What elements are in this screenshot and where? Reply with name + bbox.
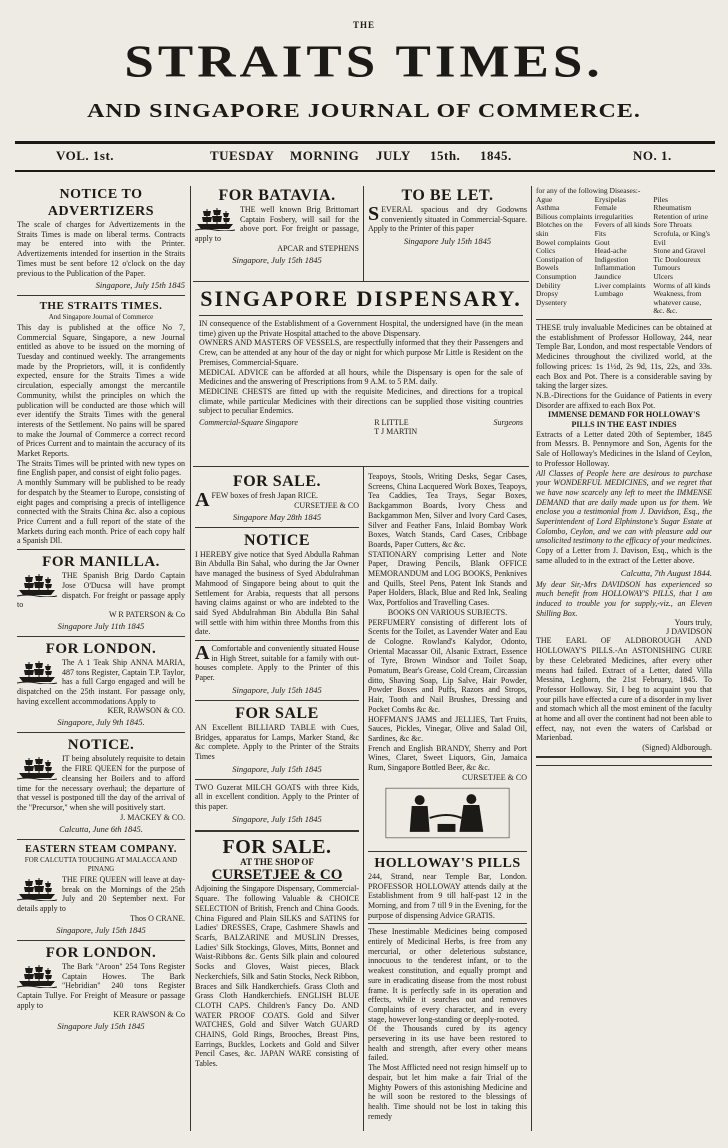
disease-item: Fevers of all kinds [594,220,651,230]
copy-letter: Copy of a Letter from J. Davison, Esq., which is the same alluded to in the extract of the Letter above. [536,546,712,565]
disease-item: Asthma [536,203,560,213]
manilla-notice [17,553,185,633]
to-let-initial: S [368,203,380,225]
disease-item: Bilious complaints [536,211,593,221]
shop-sub: AT THE SHOP OF [240,856,314,867]
london-date-1: Singapore, July 9th 1845. [57,717,145,728]
disease-item: Fits [594,229,606,239]
fire-queen-title: NOTICE. [67,737,135,754]
disease-item: Tumours [653,263,681,273]
rice-sale [195,472,359,524]
advertizers-notice [17,186,185,292]
pills-p2: Of the Thousands cured by its agency persevering in its use have been restored to health and strength, after every other means failed. [368,1024,527,1063]
disease-item: Female irregularities [594,203,633,221]
london-body-2: The Bark "Aroon" 254 Tons Register Captain Howes. The Bark "Hebridian" 240 tons Register Captain Tullye. For Freight of Measure or passage apply to [17,961,185,1010]
disease-item: Stone and Gravel [653,246,706,256]
syed-notice-body: I HEREBY give notice that Syed Abdulla Rahman Bin Abdulla Bin Sahal, who during the Jar Owner have managed the business of Syed Abdulrahman Mahmood of Singapore being about to quit the Settlement for Arabia, requests that all persons having claims against or who are indebted to the said Syed Abdulrahman Bin Abdulla Bin Sahal will settle with him within three Months from this date. [195,549,359,637]
disease-item: Weakness, from whatever cause, &c. &c. [653,289,702,316]
advertizers-title: NOTICE TO ADVERTIZERS [47,187,155,219]
london-notice-2 [17,944,185,1034]
perfumery: PERFUMERY consisting of different lots of Scents for the Toilet, as Lavender Water and Eau de Cologne. Rowland's Kalydor, Odonto, Oriental Macassar Oil, Alsanic Extract, Essence of Tyre, Brown Windsor and Toilet Soap, Pomatum, Bear's Grease, Cold Cream, Circassian ditto, Shaving Soap, Lip Salve, Hair Powder, Powder Boxes and Puffs, Razors and Strops, Hair, Tooth and Nail Brushes, Dressing and Pocket Combs &c &c. [368,617,527,714]
column-rule [190,186,191,1131]
dispensary-place: Commercial-Square Singapore [199,418,298,428]
disease-item: Dysentery [536,297,567,307]
holloway-ointment [536,762,712,769]
stationary: STATIONARY comprising Letter and Note Paper, Drawing Pencils, Blank OFFICE MEMORANDUM and LOG BOOKS, Penknives and Quills, Steel Pens, Patent Ink Stands and Paper Holders, Black, Blue and Red Ink, Sealing Wax, Portfolios and Travelling Cases. [368,549,527,608]
medical-scene-illustration [368,784,527,842]
to-let-notice [368,186,527,276]
eastern-steam-body: THE FIRE QUEEN will leave at day-break on the Mornings of the 25th July and 20 September next. For details apply to [17,875,185,914]
london-sig-2: KER RAWSON & Co [113,1010,185,1020]
time-label: MORNING [290,148,360,163]
batavia-sig: APCAR and STEPHENS [277,243,359,253]
brandy: French and English BRANDY, Sherry and Port Wines, Claret, Sweet Liquors, Gin, Jamaica Rum, Singapore Bottled Beer, &c &c. [368,743,527,773]
pills-p3: The Most Afflicted need not resign himself up to despair, but let him make a fair Trial of the Mighty Powers of this astonishing Medicine and he will soon be restored to the blessings of health. Time should not be lost in taking this remedy [368,1063,527,1121]
earl-letter: THE EARL OF ALDBOROUGH AND HOLLOWAY'S PILLS.-An ASTONISHING CURE by these Celebrated Medicines, after every other means had failed. Extract of a Letter, dated Villa Messina, Leghorn, the 21st February, 1845. To Professor Holloway. Sir, I beg to acquaint you that your pills have effected a cure of a disorder in my liver and stomach which all the most eminent of the faculty at home and all over the continent had not been able to effect, nay, not even the waters of Carlsbad or Marienbad. [536,636,712,743]
disease-item: Retention of urine [653,211,708,221]
masthead-rule-bottom [15,170,715,172]
month-label: JULY [376,148,411,163]
disease-item: Bowel complaints [536,237,591,247]
disease-item: Rheumatism [653,203,692,213]
dispensary-notice [193,281,529,467]
house-body: Comfortable and conveniently situated House in High Street, suitable for a family with out-houses complete. Apply to the Printer of this Paper. [195,644,359,683]
eastern-steam-title: EASTERN STEAM COMPANY. [25,843,177,855]
dispensary-sig-1: R LITTLE [374,418,409,428]
billiard-title: FOR SALE [235,704,319,722]
ship-icon [17,660,57,684]
manilla-sig: W R PATERSON & Co [108,609,185,619]
manilla-body: THE Spanish Brig Dardo Captain Jose O'Ducsa will have prompt dispatch. For freight or passage apply to [17,571,185,610]
yours-truly: Yours truly, [674,618,712,628]
column-3 [368,472,527,1131]
goats-sale [195,783,359,826]
batavia-body: THE well known Brig Brittomart Captain Fosbery, will sail for the above port. For freight or passage, apply to [195,205,359,244]
advertizers-date: Singapore, July 15th 1845 [95,280,185,291]
house-notice [195,644,359,697]
goats-date: Singapore, July 15th 1845 [232,813,322,824]
ship-icon [195,207,235,231]
disease-item: Liver complaints [594,280,646,290]
disease-item: Indigestion [594,254,629,264]
hoffman-jams: HOFFMAN'S JAMS and JELLIES, Tart Fruits, Sauces, Pickles, Vinegar, Olive and Salad Oil, Sardines, &c &c. [368,714,527,743]
disease-item: Scrofula, or King's Evil [653,229,710,247]
disease-item: Blotches on the skin [536,220,583,239]
straits-times-sub: And Singapore Journal of Commerce [48,313,154,322]
earl-sig: (Signed) Aldborough. [642,743,712,753]
ship-icon [17,964,57,988]
disease-item: Inflammation [594,263,636,273]
rice-sale-sig: CURSETJEE & CO [294,500,359,510]
pills-prices: THESE truly invaluable Medicines can be obtained at the establishment of Professor Holloway, 244, near Temple Bar, London, and most respectable Vendors of Medicines throughout the civilized world, at the following prices: 1s 1½d, 2s 9d, 11s, 22s, and 33s. each Box and Pot. There is a considerable saving by taking the larger sizes. [536,323,712,391]
masthead-the: THE [352,20,375,30]
column-2 [195,472,359,1131]
to-let-title: TO BE LET. [401,187,494,204]
shop-name: CURSETJEE & CO [211,867,343,884]
goats-body: TWO Guzerat MILCH GOATS with three Kids, all in excellent condition. Apply to the Printer of this paper. [195,782,359,812]
masthead-rule-top [15,141,715,144]
shop-body: Adjoining the Singapore Dispensary, Commercial-Square. The following Valuable & CHOICE SELECTION of British, French and China Goods. China Figured and Plain SILKS and SATINS for Ladies' DRESSES, Crape, Cashmere Shawls and Scarfs, BALZARINE and MUSLIN Dresses, Ladies' Silk Stockings, Gloves, Mitts, Bonnet and Waist-Ribbons &c. Gents Silk plain and coloured Socks and Gloves, Waist pieces, Black Neckerchiefs, Silk and Satin Stocks, Neck Ribbon, Braces and Silk Handkerchiefs. Grass Cloth and Grass Cloth Handkerchiefs. ENGLISH BLUE CLOTH CAPS. Children's Fancy Do. AND WATER PROOF COATS. Gold and Silver WATCHES, Gold and Silver Watch GUARD CHAINS, Gold Rings, Brooches, Breast Pins, Earrings, Buckles, Lockets and Gold and Silver Pencil Cases, &c. JAPAN WARE consisting of Tables. [195,884,359,1069]
newspaper-subtitle: AND SINGAPORE JOURNAL OF COMMERCE. [87,100,641,123]
dispensary-p4: MEDICINE CHESTS are fitted up with the requisite Medicines, and directions for a tropical climate, while particular Medicines with their directions can be supplied those visiting countries subject to peculiar Endemics. [199,386,523,416]
batavia-title: FOR BATAVIA. [218,187,336,204]
disease-item: Colics [536,246,556,256]
rice-sale-date: Singapore May 28th 1845 [232,511,322,522]
column-rule [531,186,532,1131]
billiard-sale [195,704,359,776]
billiard-date: Singapore, July 15th 1845 [232,763,322,774]
ship-icon [17,573,57,597]
disease-item: Lumbago [594,289,624,299]
eastern-steam-sig: Thos O CRANE. [130,913,185,923]
issue-number: NO. 1. [633,148,672,163]
immense-demand: IMMENSE DEMAND FOR HOLLOWAY'S PILLS IN THE EAST INDIES [548,410,700,430]
disease-item: Debility [536,280,561,290]
disease-item: Sore Throats [653,220,692,230]
billiard-body: AN Excellent BILLIARD TABLE with Cues, Bridges, apparatus for Lamps, Marker Stand, &c &c complete. Apply to the Printer of the Straits Times [195,722,359,761]
batavia-notice [195,186,359,276]
disease-item: Ulcers [653,272,673,282]
goods-sig: CURSETJEE & CO [462,772,527,782]
column-4 [536,186,712,1131]
year-label: 1845. [480,148,512,163]
steamship-icon [17,877,57,901]
goods-list: Teapoys, Stools, Writing Desks, Segar Cases, Screens, China Lacquered Work Boxes, Teapoys, Tea Caddies, Tea Trays, Segar Boxes, Backgammon Boards, Ivory Chess and Backgammon Men, Silver and Ivory Card Cases, Silver and Feather Fans, Inlaid Bombay Work Boxes, Watch Stands, Card Cases, Cribbage Boards, Paper Cutters, &c &c. [368,472,527,549]
pills-title: HOLLOWAY'S PILLS [374,855,521,871]
disease-item: Piles [653,194,668,204]
rice-sale-body: FEW boxes of fresh Japan RICE. [211,491,318,500]
eastern-steam-notice [17,843,185,937]
shop-sale [195,836,359,1069]
london-title-2: FOR LONDON. [45,944,157,961]
shop-title: FOR SALE. [222,835,332,858]
house-date: Singapore, July 15th 1845 [232,684,322,695]
extract-intro: Extracts of a Letter dated 20th of September, 1845 from Messrs. B. Pennymore and Son, Agents for the Sale of Holloway's Medicines in the Island of Ceylon, to Professor Holloway. [536,429,712,468]
rice-sale-initial: A [195,489,210,511]
disease-item: Worms of all kinds [653,280,711,290]
dispensary-role: Surgeons [493,418,523,428]
dateline [18,148,708,166]
disease-item: Dropsy [536,289,559,299]
day-label: TUESDAY [210,148,275,163]
disease-item: Consumption [536,272,577,282]
disease-item: Tic Douloureux [653,254,701,264]
disease-item: Head-ache [594,246,627,256]
rice-sale-title: FOR SALE. [232,473,322,490]
fire-queen-notice [17,736,185,835]
london-sig-1: KER, RAWSON & CO. [107,706,185,716]
holloway-pills [368,855,527,1122]
to-let-body: EVERAL spacious and dry Godowns conveniently situated in Commercial-Square. Apply to the Printer of this paper [368,205,527,234]
pills-intro: 244, Strand, near Temple Bar, London. PROFESSOR HOLLOWAY attends daily at the Establishment from 9 till half-past 12 in the Morning, and from 7 till 9 in the Evening, for the purpose of dispensing Advice GRATIS. [368,871,527,920]
straits-times-title: THE STRAITS TIMES. [39,300,163,313]
volume-label: VOL. 1st. [56,148,115,163]
straits-times-body: This day is published at the office No 7, Commercial Square, Singapore, a new Journal entitled as above to be issued on the morning of Tuesday and continued weekly. The arrangements made by the Proprietors, will, it is confidently expected, ensure for the Straits Times a wide circulation, especially amongst the mercantile Community, whilst the principles on which the publication will be conducted are those which will ever identify the Straits Times with the general interests of the Settlement. No pains will be spared to make the Journal of Commerce a correct record of Prices Current and to maintain the accuracy of its Market Reports. [17,322,185,459]
dispensary-p2: OWNERS AND MASTERS OF VESSELS, are respectfully informed that they their Passengers and Crew, can be attended at any hour of the day or night for which purpose Mr Little is Resident on the Premises, Commercial-Square. [199,338,523,367]
newspaper-title: STRAITS TIMES. [124,37,604,87]
extract-letter: All Classes of People here are desirous to purchase your WONDERFUL MEDICINES, and we regret that we have now scarcely any left to meet the IMMENSE DEMAND that are daily made upon us for them. We enclose you a testimonial from J. Davidson, Esq., the Superintendent of Lord Elphinstone's Sugar Estate at Colombo, Ceylon, and we can with pleasure add our unsolicited testimony to the efficacy of your medicines. [536,468,712,546]
diseases-list [536,196,712,316]
manilla-title: FOR MANILLA. [42,554,160,571]
column-1 [17,186,185,1131]
syed-notice [195,531,359,637]
dispensary-sig-2: T J MARTIN [374,427,418,437]
date-label: 15th. [430,148,461,163]
london-body-1: The A 1 Teak Ship ANNA MARIA, 487 tons Register, Captain T.P. Taylor, has a full Cargo engaged and will be dispatched on the 25th instant. For passage only, having excellent accommodations Apply to [17,657,185,706]
batavia-date: Singapore, July 15th 1845 [232,254,322,265]
eastern-steam-sub: FOR CALCUTTA TOUCHING AT MALACCA AND PINANG [24,855,178,874]
straits-times-body3: A monthly Summary will be published to be ready for despatch by the Steamer to Europe, consisting of eight pages and comprising a precis of intelligence connected with the Straits China &c. also a copious Price Current and a full report of the state of the Markets during each month. Price of each copy half a Spanish Dll. [17,478,185,546]
disease-item: Jaundice [594,272,621,282]
house-initial: A [195,644,210,665]
steamship-icon [17,756,57,780]
fire-queen-date: Calcutta, June 6th 1845. [59,823,143,834]
disease-item: Ague [536,194,553,204]
dispensary-p3: MEDICAL ADVICE can be afforded at all hours, while the Dispensary is open for the sale of Medicines and the answering of Prescriptions from 9 A.M. to 5 P.M. daily. [199,367,523,387]
dispensary-title: SINGAPORE DISPENSARY. [200,286,522,311]
disease-item: Constipation of Bowels [536,254,583,273]
london-date-2: Singapore July 15th 1845 [57,1021,145,1032]
disease-item: Erysipelas [594,194,626,204]
dear-sir: My dear Sir,-Mrs DAVIDSON has experienced so much benefit from HOLLOWAY'S PILLS, that I am induced to trouble you for supply,-viz., an Eleven Shilling Box. [536,579,712,618]
davidson-sig: J DAVIDSON [666,627,712,637]
pills-nb: N.B.-Directions for the Guidance of Patients in every Disorder are affixed to each Box Pot. [536,390,712,410]
advertizers-body: The scale of charges for Advertizements in the Straits Times is made on liberal terms. Contracts may be entered into with the Printer. Advertizements intended for insertion in the Straits Times must be sent before 12 o'clock on the day previous to the Publication of the Paper. [17,220,185,278]
london-title-1: FOR LONDON. [45,640,157,657]
fire-queen-body: IT being absolutely requisite to detain the FIRE QUEEN for the purpose of cleansing her Boilers and to afford time for the necessary overhaul; the departure of that vessel is postponed till the day of the arrival of the "Precursor," when she will positively start. [17,754,185,812]
books: BOOKS ON VARIOUS SUBJECTS. [387,607,508,617]
straits-times-notice [17,299,185,546]
diseases-head: for any of the following Diseases:- [536,186,641,195]
fire-queen-sig: J. MACKEY & CO. [120,812,185,822]
manilla-date: Singapore July 11th 1845 [57,620,145,631]
to-let-date: Singapore July 15th 1845 [403,236,492,247]
straits-times-body2: The Straits Times will be printed with new types on fine English paper, and consist of eight folio pages. [17,458,185,478]
syed-notice-title: NOTICE [243,531,311,549]
london-notice-1 [17,640,185,730]
pills-p1: These Inestimable Medicines being composed entirely of Medicinal Herbs, is free from any mercurial, or other deleterious substance, innocuous to the tenderest infant, or to the weakest constitution, and equally prompt and sure in eradicating disease from the most robust frame. It is perfectly safe in its operation and effects, while it searches out and removes Complaints of every character, and in every stage, however long-standing or deeply-rooted. [368,927,527,1024]
disease-item: Gout [594,237,610,247]
letter-date: Calcutta, 7th August 1844. [620,567,712,578]
masthead [0,0,728,178]
dispensary-p1: IN consequence of the Establishment of a Government Hospital, the undersigned have (in the mean time) given up the Private Hospital attached to the above Dispensary. [199,319,523,338]
eastern-steam-date: Singapore, July 15th 1845 [56,924,146,935]
